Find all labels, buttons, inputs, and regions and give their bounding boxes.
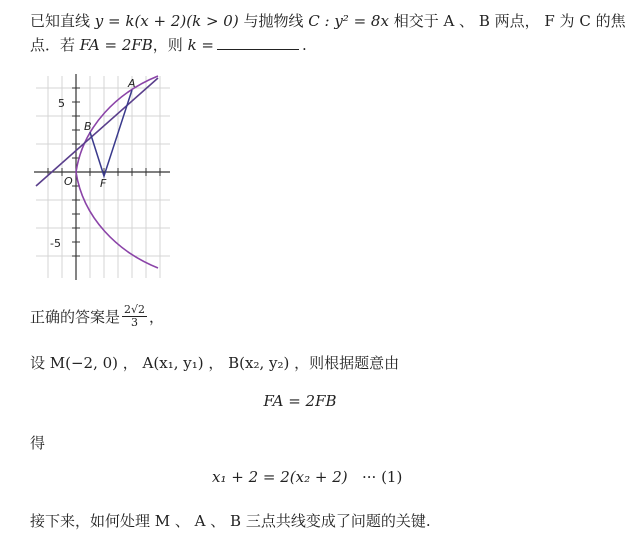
answer-lead: 正确的答案是 [30,308,121,326]
parabola-figure [28,66,176,288]
problem-text-lead-2: 点．若 [30,36,80,54]
secant-line [36,78,158,186]
tick-label-neg5: -5 [50,237,61,250]
condition-equation: FA = 2FB [79,36,153,54]
focus-label: F [100,177,107,190]
equation-fa-2fb: FA = 2FB [263,392,337,410]
equation-1: x₁ + 2 = 2(x₂ + 2) [212,468,348,486]
unknown-variable: k = [187,36,215,54]
answer-fraction [122,304,147,329]
answer-blank [217,35,299,50]
answer-numerator: 2√2 [124,303,146,316]
equation-1-tag: ··· (1) [362,468,403,486]
solution-next: 接下来，如何处理 M 、 A 、 B 三点共线变成了问题的关键. [30,512,431,530]
problem-text-mid-2: ，则 [152,36,188,54]
answer-denominator: 3 [131,316,139,329]
parabola-equation: C : y² = 8x [308,12,389,30]
line-equation: y = k(x + 2)(k > 0) [94,12,239,30]
point-label-a: A [128,77,136,90]
problem-text-mid: 与抛物线 [238,12,309,30]
tick-label-5: 5 [58,97,65,110]
point-label-b: B [84,120,92,133]
origin-label: O [64,175,73,188]
problem-text-end: . [302,36,307,54]
problem-text-lead: 已知直线 [30,12,95,30]
solution-de: 得 [30,434,46,452]
answer-end: ， [149,308,165,326]
problem-text-tail: 相交于 A 、 B 两点， F 为 C 的焦 [388,12,626,30]
answer-line [30,304,164,329]
problem-line-1 [30,10,626,31]
problem-line-2 [30,34,307,55]
solution-setup: 设 M(−2, 0) ， A(x₁, y₁) ， B(x₂, y₂) ，则根据题意由 [30,354,400,372]
